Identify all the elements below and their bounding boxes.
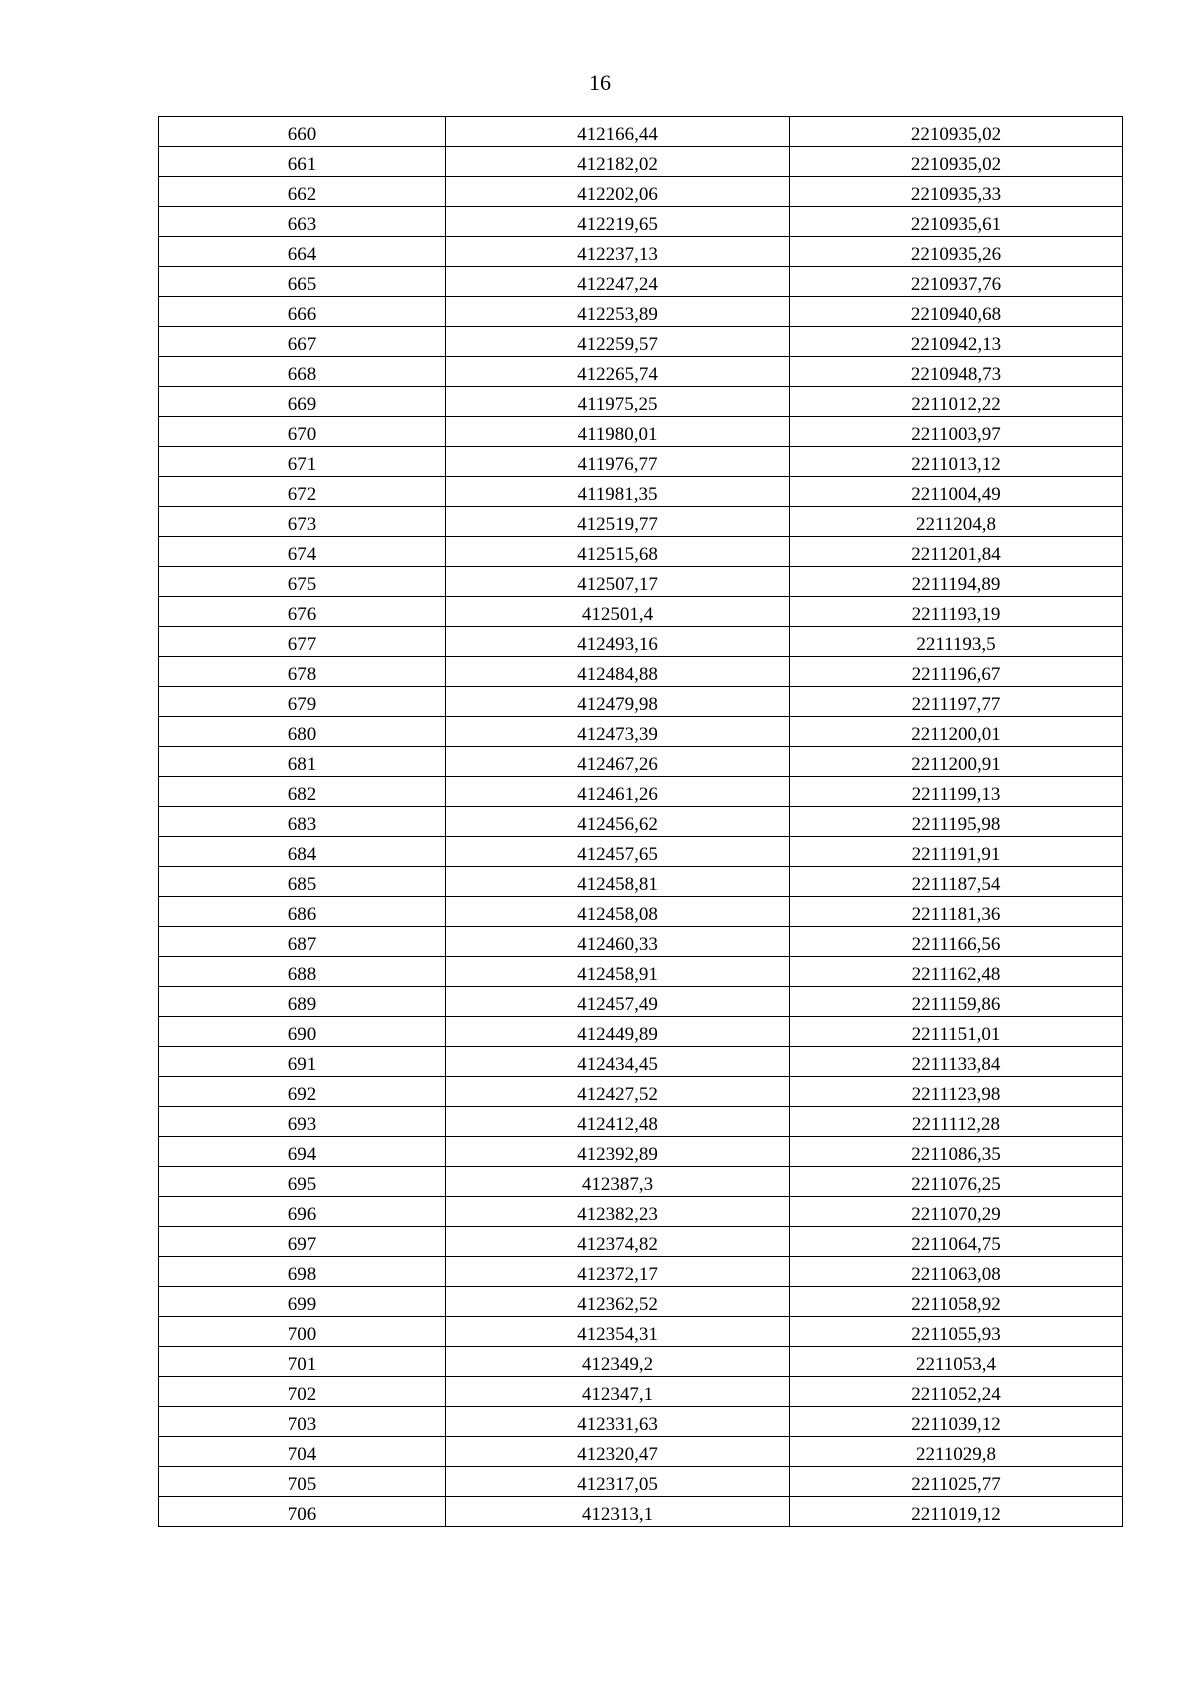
point-number-cell: 678 bbox=[159, 657, 446, 687]
table-row bbox=[159, 807, 1123, 837]
table-row bbox=[159, 1257, 1123, 1287]
point-number-cell: 664 bbox=[159, 237, 446, 267]
y-coordinate-cell: 2210935,61 bbox=[790, 207, 1123, 237]
table-row bbox=[159, 987, 1123, 1017]
y-coordinate-cell: 2211187,54 bbox=[790, 867, 1123, 897]
x-coordinate-cell: 412427,52 bbox=[446, 1077, 790, 1107]
table-row bbox=[159, 867, 1123, 897]
table-row bbox=[159, 567, 1123, 597]
y-coordinate-cell: 2211204,8 bbox=[790, 507, 1123, 537]
point-number-cell: 668 bbox=[159, 357, 446, 387]
table-row bbox=[159, 1167, 1123, 1197]
x-coordinate-cell: 412331,63 bbox=[446, 1407, 790, 1437]
y-coordinate-cell: 2211039,12 bbox=[790, 1407, 1123, 1437]
y-coordinate-cell: 2211029,8 bbox=[790, 1437, 1123, 1467]
y-coordinate-cell: 2211200,91 bbox=[790, 747, 1123, 777]
y-coordinate-cell: 2211086,35 bbox=[790, 1137, 1123, 1167]
table-row bbox=[159, 1017, 1123, 1047]
table-row bbox=[159, 537, 1123, 567]
table-row bbox=[159, 1317, 1123, 1347]
y-coordinate-cell: 2211181,36 bbox=[790, 897, 1123, 927]
point-number-cell: 673 bbox=[159, 507, 446, 537]
table-row bbox=[159, 147, 1123, 177]
table-row bbox=[159, 627, 1123, 657]
table-row bbox=[159, 297, 1123, 327]
point-number-cell: 688 bbox=[159, 957, 446, 987]
table-row bbox=[159, 1197, 1123, 1227]
point-number-cell: 696 bbox=[159, 1197, 446, 1227]
table-row bbox=[159, 1497, 1123, 1527]
y-coordinate-cell: 2211200,01 bbox=[790, 717, 1123, 747]
y-coordinate-cell: 2211063,08 bbox=[790, 1257, 1123, 1287]
point-number-cell: 662 bbox=[159, 177, 446, 207]
table-row bbox=[159, 1077, 1123, 1107]
table-row bbox=[159, 1407, 1123, 1437]
x-coordinate-cell: 412449,89 bbox=[446, 1017, 790, 1047]
x-coordinate-cell: 412458,81 bbox=[446, 867, 790, 897]
y-coordinate-cell: 2211201,84 bbox=[790, 537, 1123, 567]
point-number-cell: 674 bbox=[159, 537, 446, 567]
coordinates-table-body bbox=[159, 117, 1123, 1527]
table-row bbox=[159, 117, 1123, 147]
x-coordinate-cell: 412372,17 bbox=[446, 1257, 790, 1287]
table-row bbox=[159, 327, 1123, 357]
y-coordinate-cell: 2211055,93 bbox=[790, 1317, 1123, 1347]
table-row bbox=[159, 1227, 1123, 1257]
point-number-cell: 676 bbox=[159, 597, 446, 627]
y-coordinate-cell: 2210935,33 bbox=[790, 177, 1123, 207]
table-row bbox=[159, 507, 1123, 537]
y-coordinate-cell: 2211166,56 bbox=[790, 927, 1123, 957]
x-coordinate-cell: 412501,4 bbox=[446, 597, 790, 627]
table-row bbox=[159, 1137, 1123, 1167]
x-coordinate-cell: 412374,82 bbox=[446, 1227, 790, 1257]
table-row bbox=[159, 267, 1123, 297]
y-coordinate-cell: 2211052,24 bbox=[790, 1377, 1123, 1407]
table-row bbox=[159, 387, 1123, 417]
point-number-cell: 687 bbox=[159, 927, 446, 957]
page-number: 16 bbox=[589, 70, 611, 95]
point-number-cell: 690 bbox=[159, 1017, 446, 1047]
point-number-cell: 692 bbox=[159, 1077, 446, 1107]
point-number-cell: 663 bbox=[159, 207, 446, 237]
point-number-cell: 706 bbox=[159, 1497, 446, 1527]
y-coordinate-cell: 2211019,12 bbox=[790, 1497, 1123, 1527]
y-coordinate-cell: 2210935,02 bbox=[790, 147, 1123, 177]
y-coordinate-cell: 2210940,68 bbox=[790, 297, 1123, 327]
point-number-cell: 672 bbox=[159, 477, 446, 507]
y-coordinate-cell: 2211003,97 bbox=[790, 417, 1123, 447]
x-coordinate-cell: 412265,74 bbox=[446, 357, 790, 387]
x-coordinate-cell: 412247,24 bbox=[446, 267, 790, 297]
x-coordinate-cell: 412461,26 bbox=[446, 777, 790, 807]
point-number-cell: 679 bbox=[159, 687, 446, 717]
point-number-cell: 693 bbox=[159, 1107, 446, 1137]
point-number-cell: 680 bbox=[159, 717, 446, 747]
x-coordinate-cell: 412457,49 bbox=[446, 987, 790, 1017]
y-coordinate-cell: 2211076,25 bbox=[790, 1167, 1123, 1197]
table-row bbox=[159, 1467, 1123, 1497]
table-row bbox=[159, 957, 1123, 987]
y-coordinate-cell: 2211013,12 bbox=[790, 447, 1123, 477]
x-coordinate-cell: 411975,25 bbox=[446, 387, 790, 417]
y-coordinate-cell: 2211112,28 bbox=[790, 1107, 1123, 1137]
y-coordinate-cell: 2211123,98 bbox=[790, 1077, 1123, 1107]
point-number-cell: 677 bbox=[159, 627, 446, 657]
y-coordinate-cell: 2210937,76 bbox=[790, 267, 1123, 297]
y-coordinate-cell: 2210942,13 bbox=[790, 327, 1123, 357]
point-number-cell: 685 bbox=[159, 867, 446, 897]
table-row bbox=[159, 477, 1123, 507]
y-coordinate-cell: 2211193,19 bbox=[790, 597, 1123, 627]
y-coordinate-cell: 2211193,5 bbox=[790, 627, 1123, 657]
point-number-cell: 702 bbox=[159, 1377, 446, 1407]
point-number-cell: 660 bbox=[159, 117, 446, 147]
table-row bbox=[159, 597, 1123, 627]
x-coordinate-cell: 412259,57 bbox=[446, 327, 790, 357]
x-coordinate-cell: 412460,33 bbox=[446, 927, 790, 957]
y-coordinate-cell: 2211191,91 bbox=[790, 837, 1123, 867]
table-row bbox=[159, 1377, 1123, 1407]
x-coordinate-cell: 412392,89 bbox=[446, 1137, 790, 1167]
y-coordinate-cell: 2211064,75 bbox=[790, 1227, 1123, 1257]
point-number-cell: 684 bbox=[159, 837, 446, 867]
point-number-cell: 675 bbox=[159, 567, 446, 597]
table-row bbox=[159, 747, 1123, 777]
y-coordinate-cell: 2211162,48 bbox=[790, 957, 1123, 987]
x-coordinate-cell: 412473,39 bbox=[446, 717, 790, 747]
x-coordinate-cell: 412166,44 bbox=[446, 117, 790, 147]
y-coordinate-cell: 2210948,73 bbox=[790, 357, 1123, 387]
point-number-cell: 705 bbox=[159, 1467, 446, 1497]
table-row bbox=[159, 1047, 1123, 1077]
x-coordinate-cell: 412458,91 bbox=[446, 957, 790, 987]
y-coordinate-cell: 2211025,77 bbox=[790, 1467, 1123, 1497]
table-row bbox=[159, 417, 1123, 447]
point-number-cell: 671 bbox=[159, 447, 446, 477]
point-number-cell: 666 bbox=[159, 297, 446, 327]
x-coordinate-cell: 412434,45 bbox=[446, 1047, 790, 1077]
table-row bbox=[159, 237, 1123, 267]
x-coordinate-cell: 412182,02 bbox=[446, 147, 790, 177]
table-row bbox=[159, 1107, 1123, 1137]
point-number-cell: 691 bbox=[159, 1047, 446, 1077]
y-coordinate-cell: 2211199,13 bbox=[790, 777, 1123, 807]
point-number-cell: 694 bbox=[159, 1137, 446, 1167]
table-row bbox=[159, 657, 1123, 687]
x-coordinate-cell: 412493,16 bbox=[446, 627, 790, 657]
x-coordinate-cell: 412219,65 bbox=[446, 207, 790, 237]
x-coordinate-cell: 412382,23 bbox=[446, 1197, 790, 1227]
coordinates-table bbox=[158, 116, 1123, 1527]
y-coordinate-cell: 2211012,22 bbox=[790, 387, 1123, 417]
y-coordinate-cell: 2210935,02 bbox=[790, 117, 1123, 147]
x-coordinate-cell: 411976,77 bbox=[446, 447, 790, 477]
x-coordinate-cell: 412467,26 bbox=[446, 747, 790, 777]
y-coordinate-cell: 2211197,77 bbox=[790, 687, 1123, 717]
point-number-cell: 683 bbox=[159, 807, 446, 837]
x-coordinate-cell: 412457,65 bbox=[446, 837, 790, 867]
y-coordinate-cell: 2211133,84 bbox=[790, 1047, 1123, 1077]
x-coordinate-cell: 412412,48 bbox=[446, 1107, 790, 1137]
point-number-cell: 682 bbox=[159, 777, 446, 807]
x-coordinate-cell: 412347,1 bbox=[446, 1377, 790, 1407]
y-coordinate-cell: 2211194,89 bbox=[790, 567, 1123, 597]
x-coordinate-cell: 412507,17 bbox=[446, 567, 790, 597]
table-row bbox=[159, 447, 1123, 477]
x-coordinate-cell: 412387,3 bbox=[446, 1167, 790, 1197]
table-row bbox=[159, 777, 1123, 807]
y-coordinate-cell: 2211070,29 bbox=[790, 1197, 1123, 1227]
x-coordinate-cell: 412317,05 bbox=[446, 1467, 790, 1497]
table-row bbox=[159, 837, 1123, 867]
point-number-cell: 697 bbox=[159, 1227, 446, 1257]
x-coordinate-cell: 412484,88 bbox=[446, 657, 790, 687]
x-coordinate-cell: 412313,1 bbox=[446, 1497, 790, 1527]
point-number-cell: 661 bbox=[159, 147, 446, 177]
x-coordinate-cell: 412519,77 bbox=[446, 507, 790, 537]
x-coordinate-cell: 412253,89 bbox=[446, 297, 790, 327]
point-number-cell: 698 bbox=[159, 1257, 446, 1287]
x-coordinate-cell: 412237,13 bbox=[446, 237, 790, 267]
point-number-cell: 665 bbox=[159, 267, 446, 297]
x-coordinate-cell: 412515,68 bbox=[446, 537, 790, 567]
y-coordinate-cell: 2211195,98 bbox=[790, 807, 1123, 837]
table-row bbox=[159, 177, 1123, 207]
x-coordinate-cell: 412362,52 bbox=[446, 1287, 790, 1317]
table-row bbox=[159, 717, 1123, 747]
y-coordinate-cell: 2210935,26 bbox=[790, 237, 1123, 267]
table-row bbox=[159, 207, 1123, 237]
table-row bbox=[159, 357, 1123, 387]
y-coordinate-cell: 2211196,67 bbox=[790, 657, 1123, 687]
x-coordinate-cell: 412354,31 bbox=[446, 1317, 790, 1347]
x-coordinate-cell: 411981,35 bbox=[446, 477, 790, 507]
x-coordinate-cell: 412349,2 bbox=[446, 1347, 790, 1377]
y-coordinate-cell: 2211159,86 bbox=[790, 987, 1123, 1017]
point-number-cell: 704 bbox=[159, 1437, 446, 1467]
point-number-cell: 669 bbox=[159, 387, 446, 417]
point-number-cell: 701 bbox=[159, 1347, 446, 1377]
table-row bbox=[159, 1347, 1123, 1377]
y-coordinate-cell: 2211004,49 bbox=[790, 477, 1123, 507]
table-row bbox=[159, 927, 1123, 957]
point-number-cell: 700 bbox=[159, 1317, 446, 1347]
x-coordinate-cell: 412320,47 bbox=[446, 1437, 790, 1467]
point-number-cell: 695 bbox=[159, 1167, 446, 1197]
x-coordinate-cell: 412479,98 bbox=[446, 687, 790, 717]
point-number-cell: 667 bbox=[159, 327, 446, 357]
table-row bbox=[159, 897, 1123, 927]
y-coordinate-cell: 2211053,4 bbox=[790, 1347, 1123, 1377]
point-number-cell: 670 bbox=[159, 417, 446, 447]
table-row bbox=[159, 1287, 1123, 1317]
y-coordinate-cell: 2211151,01 bbox=[790, 1017, 1123, 1047]
x-coordinate-cell: 412458,08 bbox=[446, 897, 790, 927]
point-number-cell: 699 bbox=[159, 1287, 446, 1317]
x-coordinate-cell: 412202,06 bbox=[446, 177, 790, 207]
point-number-cell: 681 bbox=[159, 747, 446, 777]
table-row bbox=[159, 687, 1123, 717]
point-number-cell: 703 bbox=[159, 1407, 446, 1437]
x-coordinate-cell: 412456,62 bbox=[446, 807, 790, 837]
table-row bbox=[159, 1437, 1123, 1467]
point-number-cell: 686 bbox=[159, 897, 446, 927]
point-number-cell: 689 bbox=[159, 987, 446, 1017]
x-coordinate-cell: 411980,01 bbox=[446, 417, 790, 447]
y-coordinate-cell: 2211058,92 bbox=[790, 1287, 1123, 1317]
